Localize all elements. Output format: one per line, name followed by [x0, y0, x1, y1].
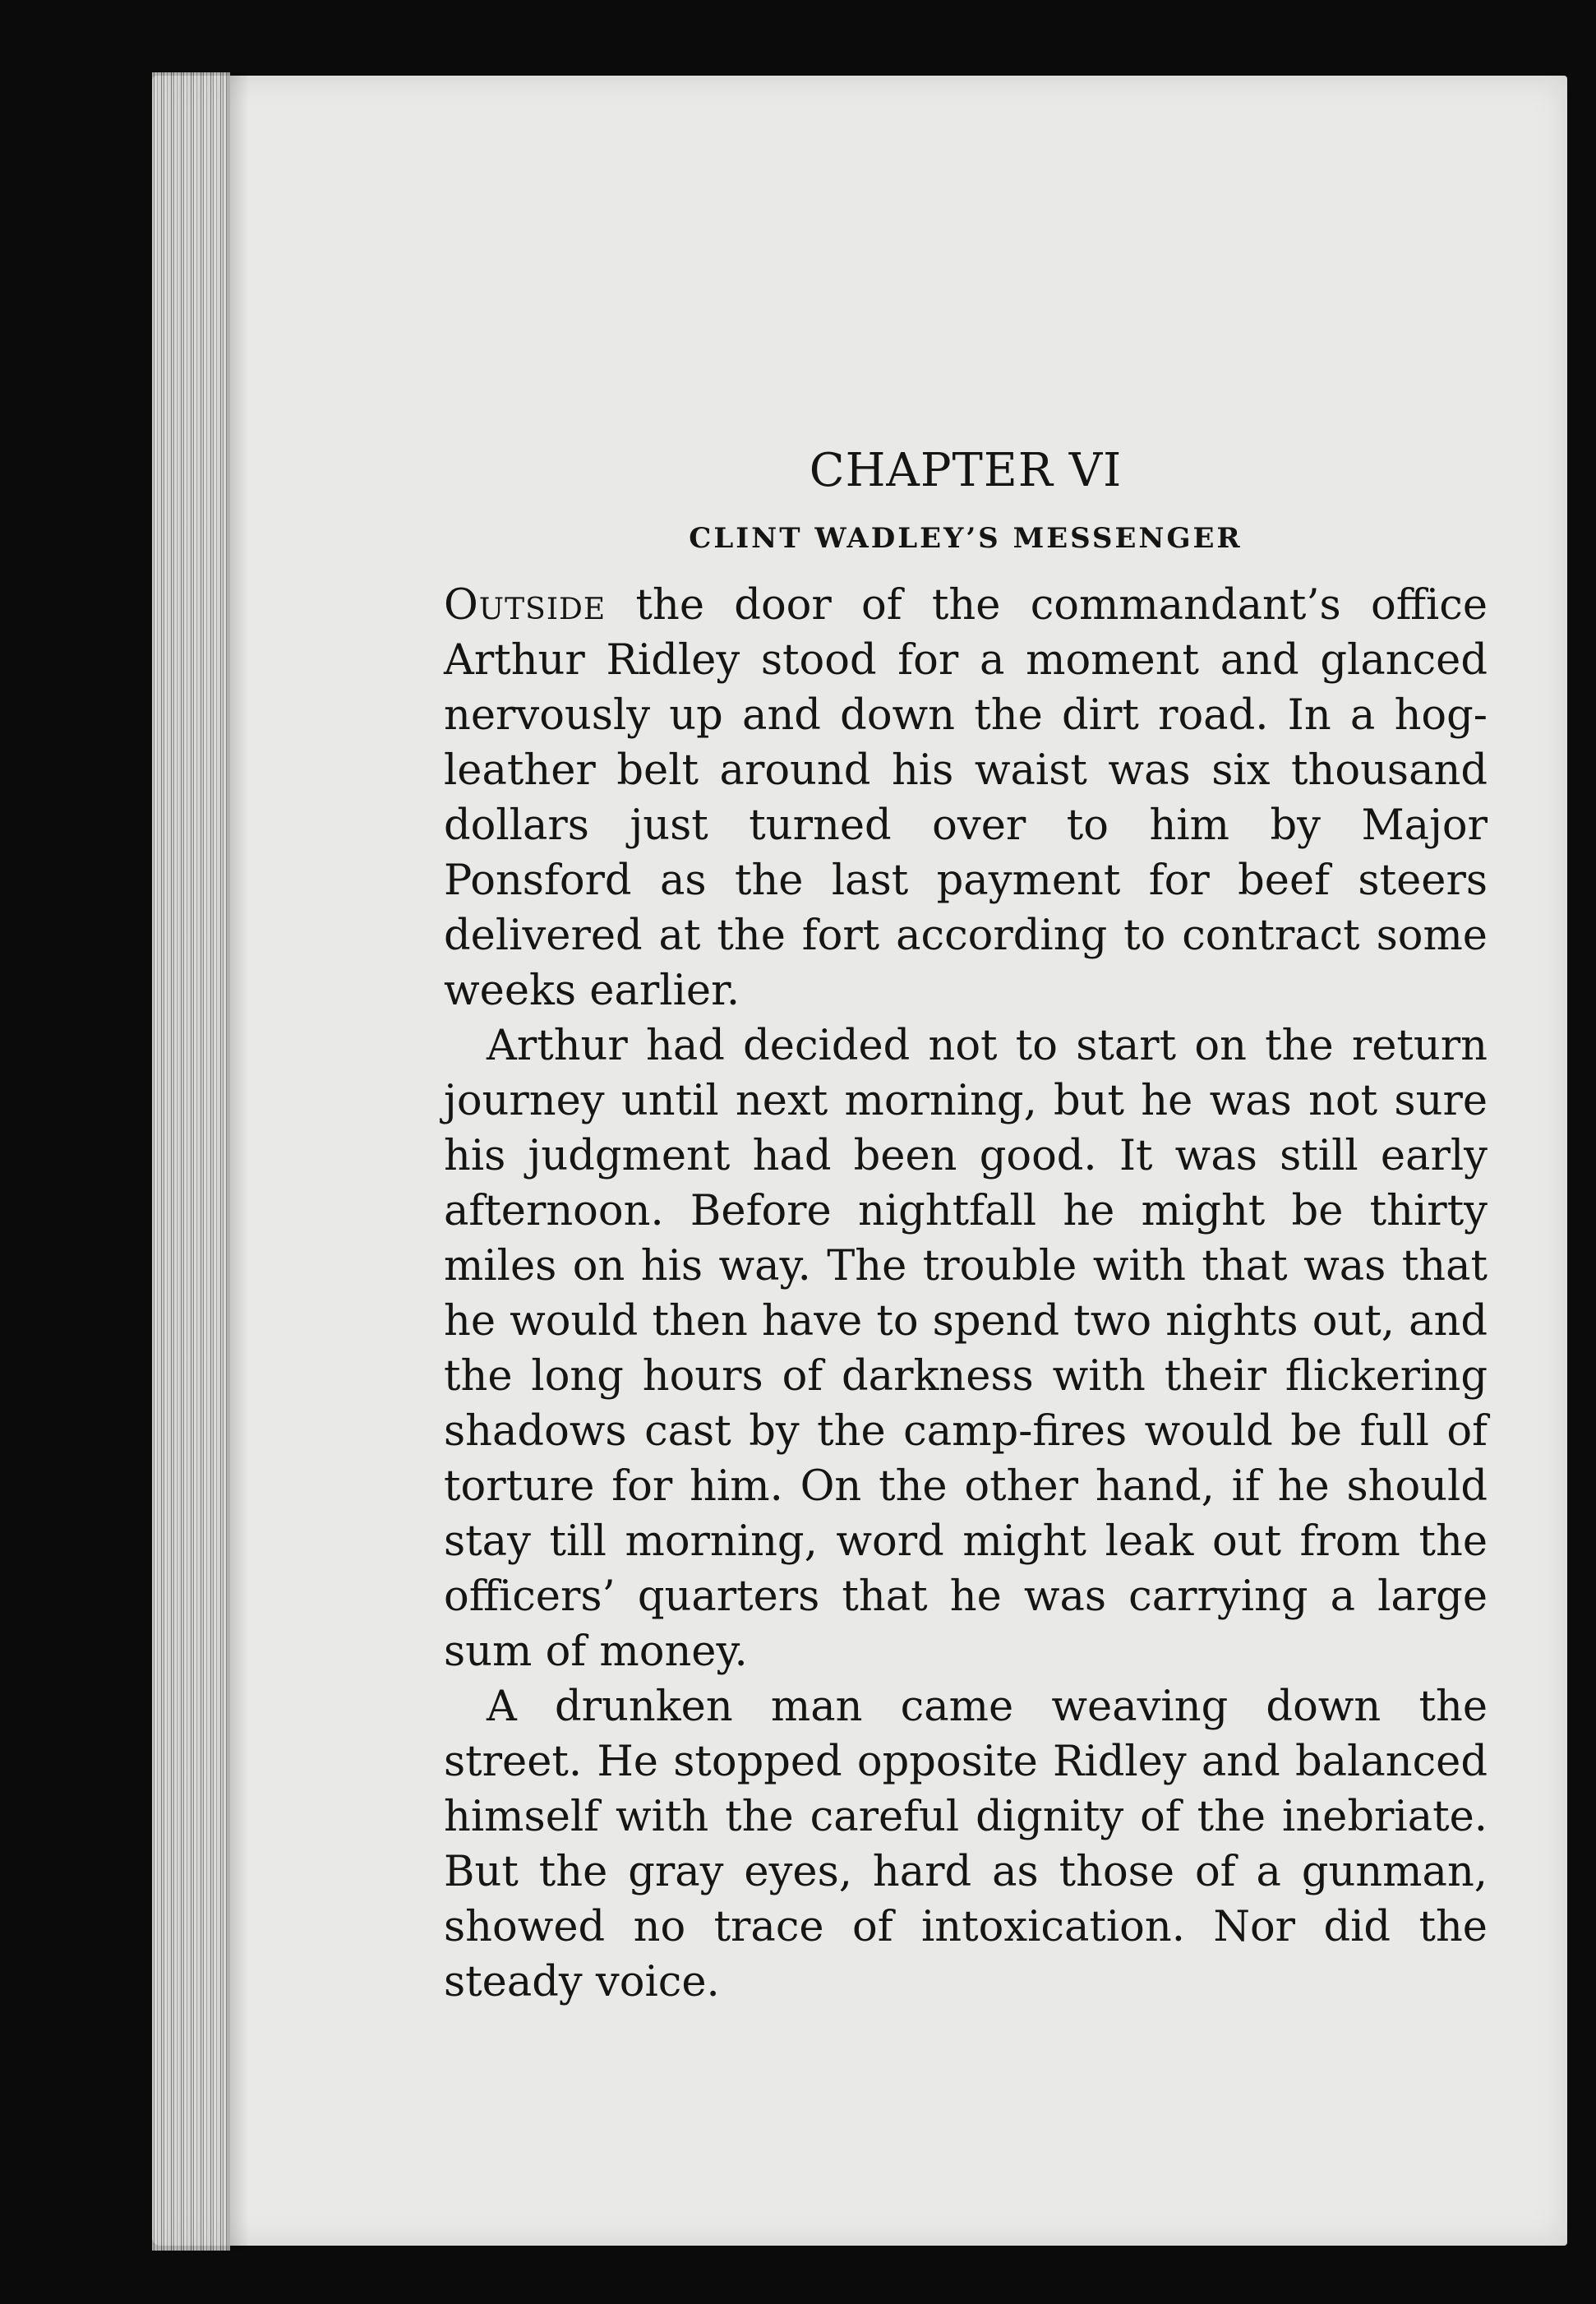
paragraph-3: A drunken man came weaving down the street. He stopped opposite Ridley and balanced himself with the careful dignity of the inebriate. But the gray eyes, hard as those of a gunman, showed no trace of intoxication. Nor did the steady voice. — [444, 1683, 1488, 2006]
text-block — [444, 444, 1488, 2010]
book-spine-edge — [152, 72, 230, 2251]
chapter-subtitle: CLINT WADLEY’S MESSENGER — [689, 522, 1243, 555]
paragraph-1 — [444, 578, 1488, 1018]
paragraph-2: Arthur had decided not to start on the return journey until next morning, but he was not sure his judgment had been good. It was still early afternoon. Before nightfall he might be thirty miles on his way. The trouble with that was that he would then have to spend two nights out, and the long hours of darkness with their flickering shadows cast by the camp-fires would be full of torture for him. On the other hand, if he should stay till morning, word might leak out from the officers’ quarters that he was carrying a large sum of money. — [444, 1022, 1488, 1676]
chapter-heading: CHAPTER VI — [809, 444, 1123, 497]
gutter-shadow — [226, 72, 249, 2251]
paragraph-lead-word: Outside — [444, 581, 607, 630]
paragraph-1-text: the door of the commandant’s office Arthur Ridley stood for a moment and glanced nervously up and down the dirt road. In a hog-leather belt around his waist was six thousand dollars just turned over to him by Major Ponsford as the last payment for beef steers delivered at the fort according to contract some weeks earlier. — [444, 581, 1488, 1015]
